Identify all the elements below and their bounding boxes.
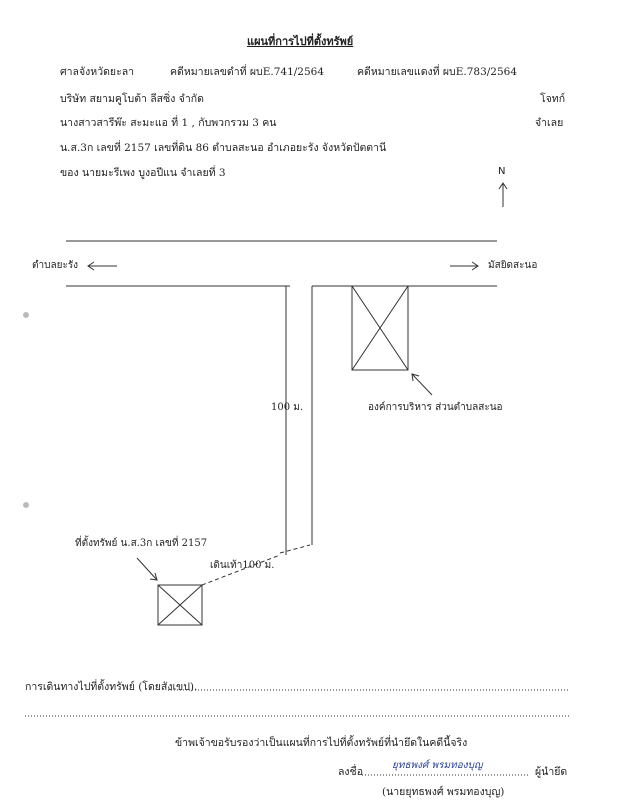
signature-prefix: ลงชื่อ xyxy=(338,766,363,778)
court-name: ศาลจังหวัดยะลา xyxy=(60,66,135,78)
signature-role: ผู้นำยึด xyxy=(535,766,568,778)
black-case-number: คดีหมายเลขดำที่ ผบE.741/2564 xyxy=(170,66,325,78)
left-direction-label: ตำบลยะรัง xyxy=(32,260,79,271)
handwritten-signature: ยุทธพงศ์ พรมทองบุญ xyxy=(392,760,483,771)
right-direction-label: มัสยิดสะนอ xyxy=(488,260,538,271)
side-road-end xyxy=(280,545,310,553)
plaintiff-role: โจทก์ xyxy=(540,93,566,105)
punch-mark xyxy=(23,502,29,508)
punch-mark xyxy=(23,312,29,318)
land-deed-info: น.ส.3ก เลขที่ 2157 เลขที่ดิน 86 ตำบลสะนอ อำเภอยะรัง จังหวัดปัตตานี xyxy=(60,142,387,154)
walk-distance-label: เดินเท้า100 ม. xyxy=(210,560,275,571)
property-owner: ของ นายมะรีเพง บูงอปีแน จำเลยที่ 3 xyxy=(60,167,226,179)
defendant-role: จำเลย xyxy=(535,117,564,129)
office-label: องค์การบริหาร ส่วนตำบลสะนอ xyxy=(368,402,503,413)
route-description-label: การเดินทางไปที่ตั้งทรัพย์ (โดยสังเขป). xyxy=(25,681,198,693)
road-distance-label: 100 ม. xyxy=(271,402,304,413)
plaintiff-name: บริษัท สยามคูโบต้า ลีสซิ่ง จำกัด xyxy=(60,93,204,105)
north-label: N xyxy=(498,166,506,177)
property-pointer-arrow xyxy=(137,558,157,580)
page-title: แผนที่การไปที่ตั้งทรัพย์ xyxy=(247,35,354,48)
property-label: ที่ตั้งทรัพย์ น.ส.3ก เลขที่ 2157 xyxy=(75,538,208,549)
certification-statement: ข้าพเจ้าขอรับรองว่าเป็นแผนที่การไปที่ตั้งทรัพย์ที่นำยึดในคดีนี้จริง xyxy=(175,737,468,749)
office-pointer-arrow xyxy=(412,374,432,395)
defendant-name: นางสาวสารีพ๊ะ สะมะแอ ที่ 1 , กับพวกรวม 3 คน xyxy=(60,117,277,129)
red-case-number: คดีหมายเลขแดงที่ ผบE.783/2564 xyxy=(357,66,518,78)
signer-name: (นายยุทธพงศ์ พรมทองบุญ) xyxy=(382,786,505,798)
